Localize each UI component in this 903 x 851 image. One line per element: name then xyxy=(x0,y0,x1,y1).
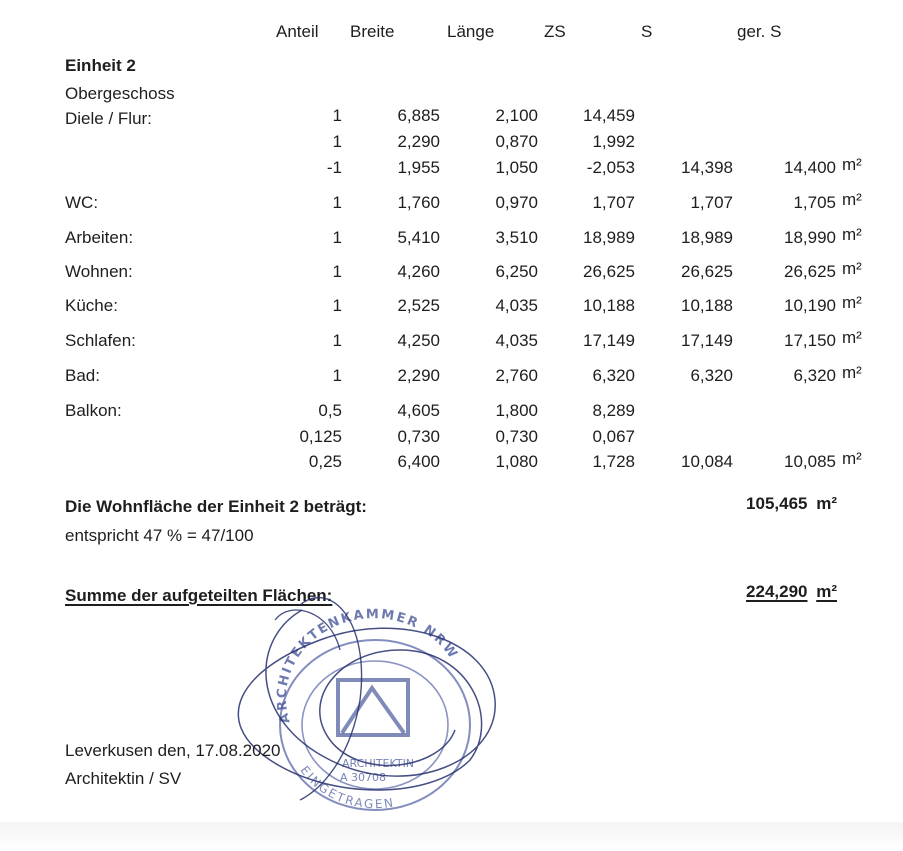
cell-anteil: 1 xyxy=(332,296,342,315)
cell-s: 17,149 xyxy=(681,331,733,350)
sum-label: Summe der aufgeteilten Flächen: xyxy=(65,586,333,605)
cell-anteil: 1 xyxy=(332,228,342,247)
cell-zs: 18,989 xyxy=(583,228,635,247)
cell-laenge: 0,870 xyxy=(495,132,538,151)
cell-breite: 2,525 xyxy=(397,296,440,315)
cell-zs: 1,728 xyxy=(592,452,635,471)
room-label: Bad: xyxy=(65,366,100,385)
cell-zs: 6,320 xyxy=(592,366,635,385)
cell-breite: 6,400 xyxy=(397,452,440,471)
living-area-value xyxy=(746,494,837,514)
cell-breite: 1,955 xyxy=(397,158,440,177)
cell-laenge: 1,800 xyxy=(495,401,538,420)
col-header-breite: Breite xyxy=(350,22,395,41)
cell-anteil: 1 xyxy=(332,132,342,151)
cell-zs: 17,149 xyxy=(583,331,635,350)
svg-text:ARCHITEKTENKAMMER NRW xyxy=(275,607,461,725)
signer-role: Architektin / SV xyxy=(65,769,182,788)
cell-s: 14,398 xyxy=(681,158,733,177)
cell-laenge: 2,100 xyxy=(495,106,538,125)
cell-zs: 10,188 xyxy=(583,296,635,315)
cell-anteil: 1 xyxy=(332,262,342,281)
sum-value xyxy=(746,582,837,602)
cell-anteil: 1 xyxy=(332,331,342,350)
room-label: Küche: xyxy=(65,296,118,315)
cell-breite: 2,290 xyxy=(397,132,440,151)
cell-breite: 2,290 xyxy=(397,366,440,385)
cell-anteil: 0,5 xyxy=(318,401,342,420)
room-label: Schlafen: xyxy=(65,331,136,350)
room-label: WC: xyxy=(65,193,99,212)
stamp-bottom-text: EINGETRAGEN xyxy=(297,763,397,812)
cell-ger-s: 10,190 xyxy=(784,296,836,315)
scan-edge-shadow xyxy=(0,822,903,851)
cell-s: 10,188 xyxy=(681,296,733,315)
cell-s: 26,625 xyxy=(681,262,733,281)
cell-breite: 1,760 xyxy=(397,193,440,212)
cell-laenge: 1,080 xyxy=(495,452,538,471)
cell-laenge: 3,510 xyxy=(495,228,538,247)
cell-breite: 4,605 xyxy=(397,401,440,420)
sum-number: 224,290 xyxy=(746,582,808,601)
cell-ger-s: 6,320 xyxy=(793,366,836,385)
col-header-ger-s: ger. S xyxy=(737,22,782,41)
svg-text:EINGETRAGEN xyxy=(297,763,396,811)
cell-laenge: 0,730 xyxy=(495,427,538,446)
cell-ger-s: 10,085 xyxy=(784,452,836,471)
stamp-inner-text: ARCHITEKTIN xyxy=(342,757,415,770)
sum-unit: m² xyxy=(816,582,837,601)
unit-m2: m² xyxy=(842,449,862,468)
floor-label: Obergeschoss xyxy=(65,84,175,103)
cell-zs: 26,625 xyxy=(583,262,635,281)
unit-m2: m² xyxy=(842,259,862,278)
cell-s: 10,084 xyxy=(681,452,733,471)
cell-zs: 1,992 xyxy=(592,132,635,151)
cell-ger-s: 18,990 xyxy=(784,228,836,247)
unit-m2: m² xyxy=(842,328,862,347)
cell-ger-s: 26,625 xyxy=(784,262,836,281)
col-header-anteil: Anteil xyxy=(276,22,319,41)
room-label: Wohnen: xyxy=(65,262,133,281)
living-area-number: 105,465 xyxy=(746,494,808,513)
cell-breite: 5,410 xyxy=(397,228,440,247)
cell-ger-s: 1,705 xyxy=(793,193,836,212)
cell-breite: 6,885 xyxy=(397,106,440,125)
unit-m2: m² xyxy=(842,155,862,174)
col-header-zs: ZS xyxy=(544,22,566,41)
living-area-unit: m² xyxy=(816,494,837,513)
col-header-laenge: Länge xyxy=(447,22,495,41)
unit-m2: m² xyxy=(842,293,862,312)
cell-anteil: 0,125 xyxy=(299,427,342,446)
cell-breite: 0,730 xyxy=(397,427,440,446)
cell-zs: 1,707 xyxy=(592,193,635,212)
cell-laenge: 0,970 xyxy=(495,193,538,212)
cell-breite: 4,260 xyxy=(397,262,440,281)
cell-anteil: 1 xyxy=(332,193,342,212)
cell-anteil: 0,25 xyxy=(308,452,342,471)
cell-zs: -2,053 xyxy=(586,158,635,177)
room-label: Diele / Flur: xyxy=(65,109,152,128)
cell-ger-s: 17,150 xyxy=(784,331,836,350)
unit-title: Einheit 2 xyxy=(65,56,136,75)
cell-laenge: 6,250 xyxy=(495,262,538,281)
unit-m2: m² xyxy=(842,190,862,209)
unit-m2: m² xyxy=(842,225,862,244)
cell-zs: 8,289 xyxy=(592,401,635,420)
cell-laenge: 1,050 xyxy=(495,158,538,177)
cell-anteil: 1 xyxy=(332,106,342,125)
room-label: Balkon: xyxy=(65,401,122,420)
cell-zs: 0,067 xyxy=(592,427,635,446)
cell-laenge: 4,035 xyxy=(495,296,538,315)
cell-anteil: -1 xyxy=(326,158,342,177)
cell-breite: 4,250 xyxy=(397,331,440,350)
room-label: Arbeiten: xyxy=(65,228,134,247)
share-text: entspricht 47 % = 47/100 xyxy=(65,526,254,545)
stamp-ring-text: ARCHITEKTENKAMMER NRW xyxy=(274,607,461,725)
cell-s: 18,989 xyxy=(681,228,733,247)
cell-laenge: 2,760 xyxy=(495,366,538,385)
cell-anteil: 1 xyxy=(332,366,342,385)
unit-m2: m² xyxy=(842,363,862,382)
cell-zs: 14,459 xyxy=(583,106,635,125)
living-area-label: Die Wohnfläche der Einheit 2 beträgt: xyxy=(65,497,367,516)
signature-stroke xyxy=(238,610,495,790)
col-header-s: S xyxy=(641,22,653,41)
cell-ger-s: 14,400 xyxy=(784,158,836,177)
cell-s: 1,707 xyxy=(690,193,733,212)
cell-s: 6,320 xyxy=(690,366,733,385)
stamp-number-text: A 30708 xyxy=(340,771,387,784)
place-date: Leverkusen den, 17.08.2020 xyxy=(65,741,281,760)
cell-laenge: 4,035 xyxy=(495,331,538,350)
